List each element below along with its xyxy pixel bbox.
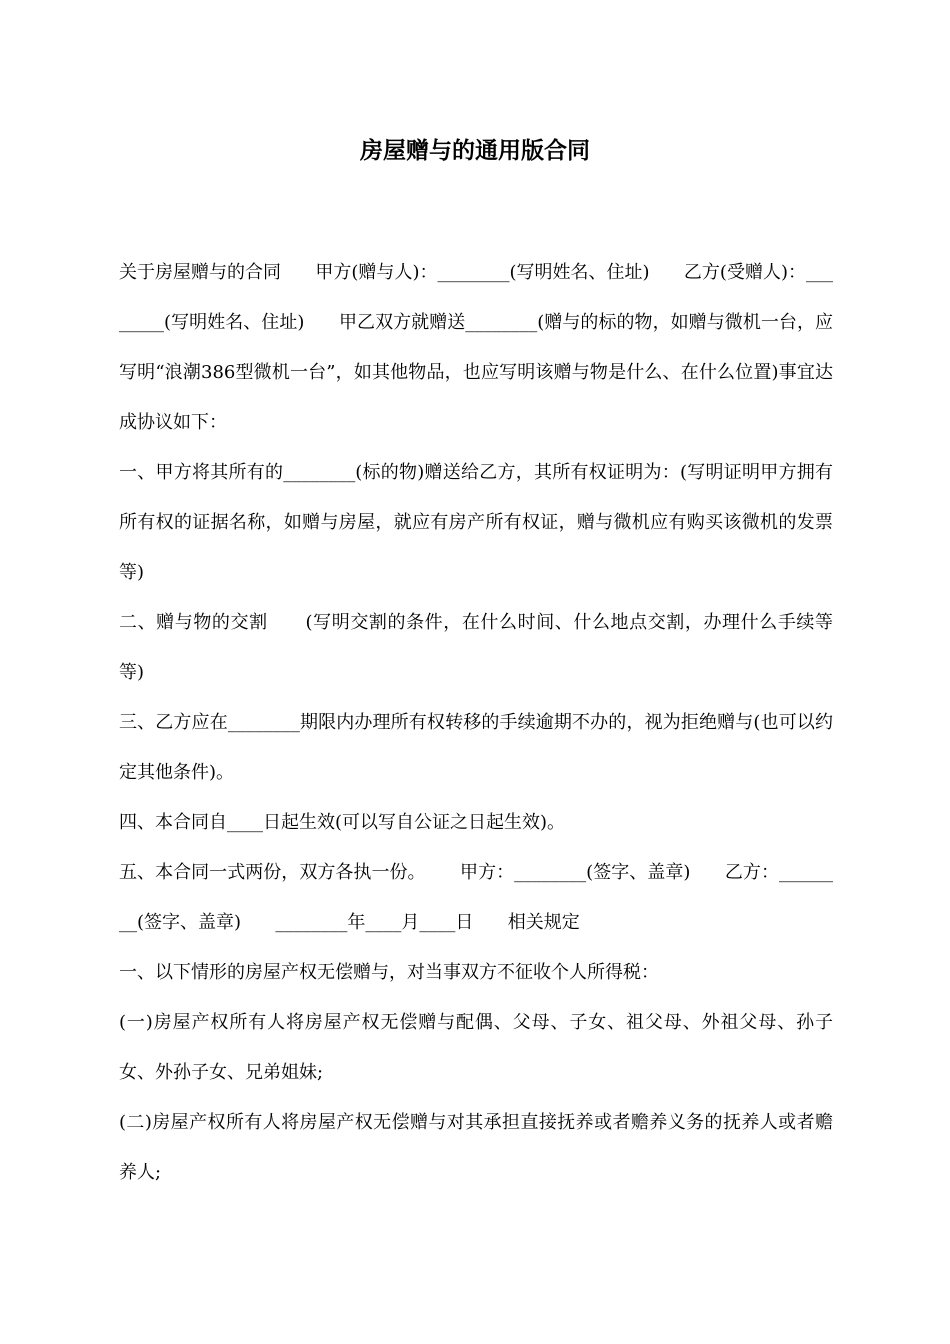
document-body xyxy=(119,248,833,1198)
paragraph-clause-1: 一、甲方将其所有的________(标的物)赠送给乙方，其所有权证明为：(写明证明甲方拥有所有权的证据名称，如赠与房屋，就应有房产所有权证，赠与微机应有购买该微机的发票等) xyxy=(119,462,833,583)
paragraph-intro: 关于房屋赠与的合同 甲方(赠与人)：________(写明姓名、住址) 乙方(受赠人)：________(写明姓名、住址) 甲乙双方就赠送________(赠与的标的物，如赠与微机一台，应写明“浪潮386型微机一台”，如其他物品，也应写明该赠与物是什么、在什么位置)事宜达成协议如下： xyxy=(119,262,833,433)
paragraph-clause-2: 二、赠与物的交割 (写明交割的条件，在什么时间、什么地点交割，办理什么手续等等) xyxy=(119,612,833,683)
paragraph-clause-4: 四、本合同自____日起生效(可以写自公证之日起生效)。 xyxy=(119,812,566,833)
paragraph-clause-5-signatures: 五、本合同一式两份，双方各执一份。 甲方：________(签字、盖章) 乙方：________(签字、盖章) ________年____月____日 相关规定 xyxy=(119,862,833,933)
paragraph-regulation-1: 一、以下情形的房屋产权无偿赠与，对当事双方不征收个人所得税： xyxy=(119,962,659,983)
paragraph-regulation-item-1: (一)房屋产权所有人将房屋产权无偿赠与配偶、父母、子女、祖父母、外祖父母、孙子女、外孙子女、兄弟姐妹; xyxy=(119,1012,833,1083)
paragraph-clause-3: 三、乙方应在________期限内办理所有权转移的手续逾期不办的，视为拒绝赠与(也可以约定其他条件)。 xyxy=(119,712,833,783)
paragraph-regulation-item-2: (二)房屋产权所有人将房屋产权无偿赠与对其承担直接抚养或者赡养义务的抚养人或者赡养人; xyxy=(119,1112,833,1183)
document-title: 房屋赠与的通用版合同 xyxy=(360,138,590,164)
